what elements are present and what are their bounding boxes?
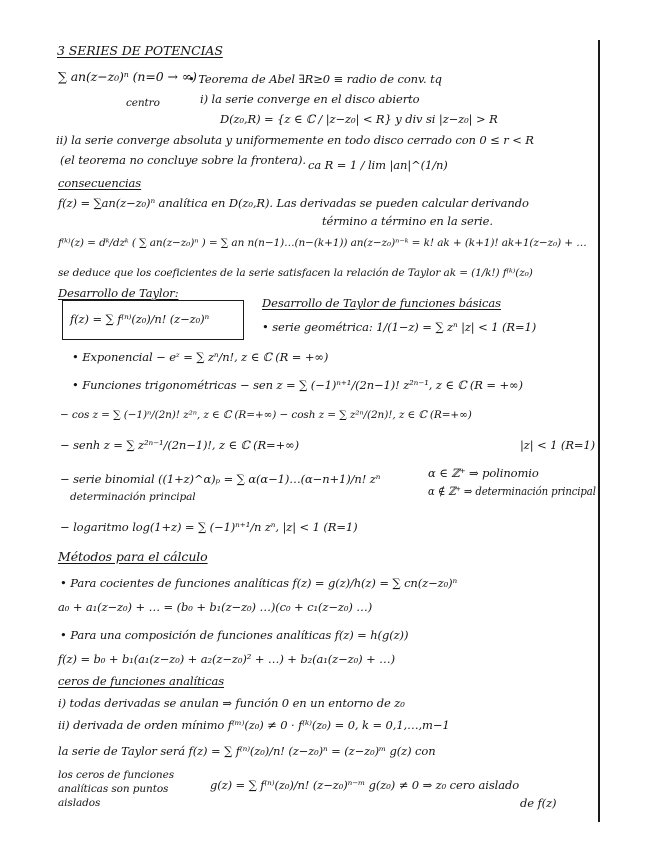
taylor-formula: f(z) = ∑ f⁽ⁿ⁾(z₀)/n! (z−z₀)ⁿ [70, 312, 210, 326]
isolated-note-3: aislados [58, 797, 101, 809]
zeros-item-ii: ii) derivada de orden mínimo f⁽ᵐ⁾(z₀) ≠ 0 · f⁽ᵏ⁾(z₀) = 0, k = 0,1,…,m−1 [58, 718, 450, 732]
disc-definition: D(z₀,R) = {z ∈ ℂ / |z−z₀| < R} y div si |z−z₀| > R [220, 112, 498, 126]
binomial-case-b: α ∉ ℤ⁺ ⇒ determinación principal [428, 484, 596, 498]
sinh-series: − senh z = ∑ z²ⁿ⁻¹/(2n−1)!, z ∈ ℂ (R=+∞) [60, 438, 299, 452]
method-composition-expansion: f(z) = b₀ + b₁(a₁(z−z₀) + a₂(z−z₀)² + …) + b₂(a₁(z−z₀) + …) [58, 652, 395, 666]
g-function-tail: de f(z) [520, 796, 557, 810]
method-composition: • Para una composición de funciones analíticas f(z) = h(g(z)) [60, 628, 409, 642]
method-quotients: • Para cocientes de funciones analíticas f(z) = g(z)/h(z) = ∑ cn(z−z₀)ⁿ [60, 576, 458, 590]
cos-cosh-series: − cos z = ∑ (−1)ⁿ/(2n)! z²ⁿ, z ∈ ℂ (R=+∞) − cosh z = ∑ z²ⁿ/(2n)!, z ∈ ℂ (R=+∞) [60, 409, 472, 421]
binomial-case-a: α ∈ ℤ⁺ ⇒ polinomio [428, 466, 539, 480]
binomial-determination: determinación principal [70, 491, 196, 503]
taylor-zeros: la serie de Taylor será f(z) = ∑ f⁽ⁿ⁾(z₀)/n! (z−z₀)ⁿ = (z−z₀)ᵐ g(z) con [58, 744, 436, 758]
basic-functions-heading: Desarrollo de Taylor de funciones básicas [262, 296, 501, 310]
section-title: 3 SERIES DE POTENCIAS [57, 43, 223, 58]
consequences-heading: consecuencias [58, 176, 142, 190]
taylor-heading: Desarrollo de Taylor: [58, 286, 179, 300]
margin-line [598, 40, 600, 822]
abel-item-ii: ii) la serie converge absoluta y uniformemente en todo disco cerrado con 0 ≤ r < R [56, 133, 534, 147]
radius-formula: ca R = 1 / lim |an|^(1/n) [308, 158, 448, 172]
geometric-series: • serie geométrica: 1/(1−z) = ∑ zⁿ |z| < 1 (R=1) [262, 320, 537, 334]
isolated-note-1: los ceros de funciones [58, 769, 174, 781]
methods-heading: Métodos para el cálculo [58, 549, 208, 564]
zeros-heading: ceros de funciones analíticas [58, 674, 225, 688]
isolated-note-2: analíticas son puntos [58, 783, 169, 795]
sinh-radius: |z| < 1 (R=1) [520, 438, 596, 452]
method-quotients-expansion: a₀ + a₁(z−z₀) + … = (b₀ + b₁(z−z₀) …)(c₀ + c₁(z−z₀) …) [58, 600, 373, 614]
frontier-note: (el teorema no concluye sobre la frontera). [60, 153, 306, 167]
term-by-term: término a término en la serie. [322, 214, 493, 228]
centro-label: centro [126, 97, 160, 109]
g-function: g(z) = ∑ f⁽ⁿ⁾(z₀)/n! (z−z₀)ⁿ⁻ᵐ g(z₀) ≠ 0 ⇒ z₀ cero aislado [210, 778, 520, 792]
sine-series: • Funciones trigonométricas − sen z = ∑ (−1)ⁿ⁺¹/(2n−1)! z²ⁿ⁻¹, z ∈ ℂ (R = +∞) [72, 378, 523, 392]
taylor-relation: se deduce que los coeficientes de la serie satisfacen la relación de Taylor ak = (1/k!) f⁽ᵏ⁾(z₀) [58, 267, 533, 279]
abel-item-i: i) la serie converge en el disco abierto [200, 92, 420, 106]
log-series: − logaritmo log(1+z) = ∑ (−1)ⁿ⁺¹/n zⁿ, |z| < 1 (R=1) [60, 520, 358, 534]
binomial-series: − serie binomial ((1+z)^α)ₚ = ∑ α(α−1)…(α−n+1)/n! zⁿ [60, 472, 381, 486]
derivative-formula: f⁽ᵏ⁾(z) = dᵏ/dzᵏ ( ∑ an(z−z₀)ⁿ ) = ∑ an n(n−1)…(n−(k+1)) an(z−z₀)ⁿ⁻ᵏ = k! ak + (k+1)! ak+1(z−z₀) + … [58, 237, 587, 249]
power-series-formula: ∑ an(z−z₀)ⁿ (n=0 → ∞) [58, 69, 197, 84]
abel-theorem: • Teorema de Abel ∃R≥0 ≡ radio de conv. tq [188, 72, 442, 86]
analytic-statement: f(z) = ∑an(z−z₀)ⁿ analítica en D(z₀,R). Las derivadas se pueden calcular derivando [58, 196, 529, 210]
zeros-item-i: i) todas derivadas se anulan ⇒ función 0 en un entorno de z₀ [58, 696, 405, 710]
exponential-series: • Exponencial − eᶻ = ∑ zⁿ/n!, z ∈ ℂ (R = +∞) [72, 350, 329, 364]
